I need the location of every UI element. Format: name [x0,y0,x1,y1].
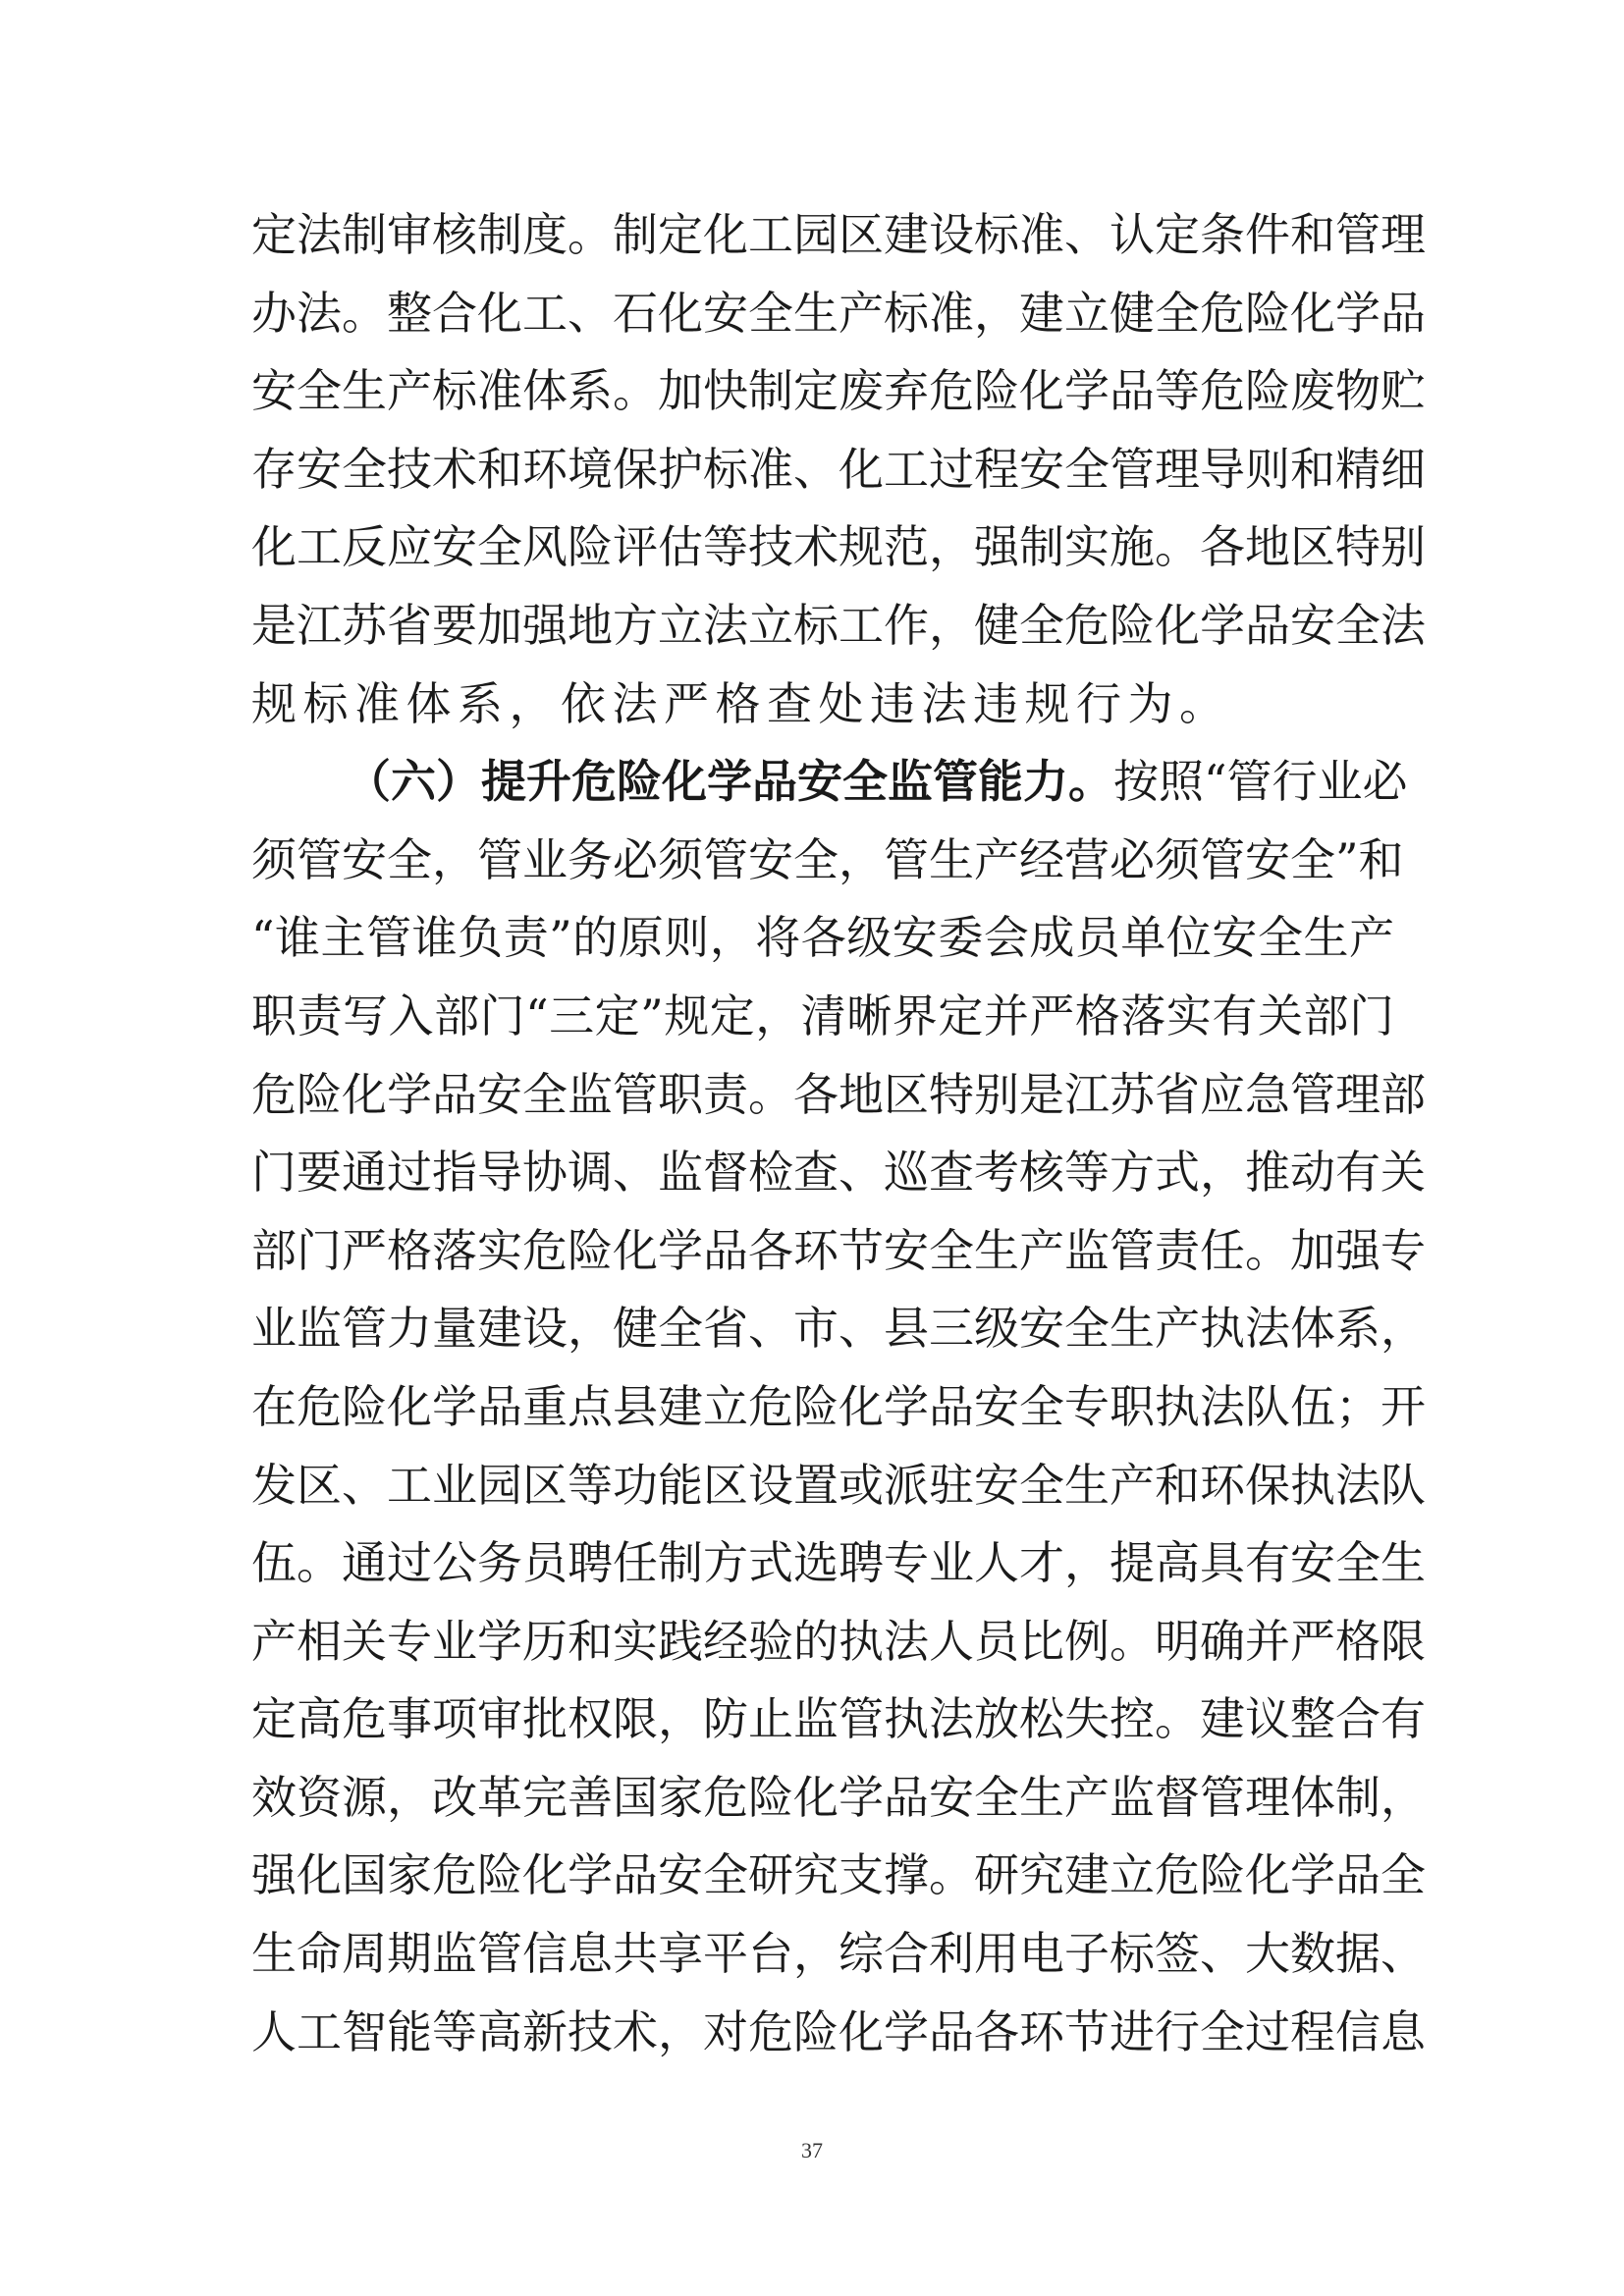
paragraph-line: 定高危事项审批权限，防止监管执法放松失控。建议整合有 [251,1692,1426,1746]
section-heading: （六）提升危险化学品安全监管能力。 [346,755,1113,809]
paragraph-line: 生命周期监管信息共享平台，综合利用电子标签、大数据、 [251,1927,1426,1981]
paragraph-line: 办法。整合化工、石化安全生产标准，建立健全危险化学品 [251,286,1426,340]
paragraph-line: 发区、工业园区等功能区设置或派驻安全生产和环保执法队 [251,1458,1426,1512]
paragraph-line: 门要通过指导协调、监督检查、巡查考核等方式，推动有关 [251,1146,1426,1200]
section-first-line-text: 按照“管行业必 [1113,755,1408,809]
paragraph-line: 伍。通过公务员聘任制方式选聘专业人才，提高具有安全生 [251,1536,1426,1590]
paragraph-line: 化工反应安全风险评估等技术规范，强制实施。各地区特别 [251,520,1426,574]
paragraph-line: 定法制审核制度。制定化工园区建设标准、认定条件和管理 [251,208,1426,261]
paragraph-line: 存安全技术和环境保护标准、化工过程安全管理导则和精细 [251,442,1426,496]
paragraph-line: 强化国家危险化学品安全研究支撑。研究建立危险化学品全 [251,1848,1426,1902]
paragraph-line: 效资源，改革完善国家危险化学品安全生产监督管理体制， [251,1770,1426,1824]
paragraph-line: 人工智能等高新技术，对危险化学品各环节进行全过程信息 [251,2004,1426,2058]
section-first-line [251,743,1408,822]
paragraph-line: “谁主管谁负责”的原则，将各级安委会成员单位安全生产 [251,911,1394,965]
paragraph-line: 危险化学品安全监管职责。各地区特别是江苏省应急管理部 [251,1067,1426,1121]
paragraph-line: 是江苏省要加强地方立法立标工作，健全危险化学品安全法 [251,598,1426,652]
paragraph-line: 须管安全，管业务必须管安全，管生产经营必须管安全”和 [251,832,1404,886]
paragraph-line: 部门严格落实危险化学品各环节安全生产监管责任。加强专 [251,1223,1426,1277]
paragraph-line: 安全生产标准体系。加快制定废弃危险化学品等危险废物贮 [251,364,1426,418]
paragraph-line: 产相关专业学历和实践经验的执法人员比例。明确并严格限 [251,1614,1426,1668]
paragraph-line: 规标准体系，依法严格查处违法违规行为。 [251,676,1231,730]
body-text [251,196,1426,2071]
paragraph-line: 在危险化学品重点县建立危险化学品安全专职执法队伍；开 [251,1379,1426,1433]
page-number: 37 [801,2138,823,2163]
paragraph-line: 职责写入部门“三定”规定，清晰界定并严格落实有关部门 [251,988,1394,1042]
paragraph-line: 业监管力量建设，健全省、市、县三级安全生产执法体系， [251,1302,1426,1356]
